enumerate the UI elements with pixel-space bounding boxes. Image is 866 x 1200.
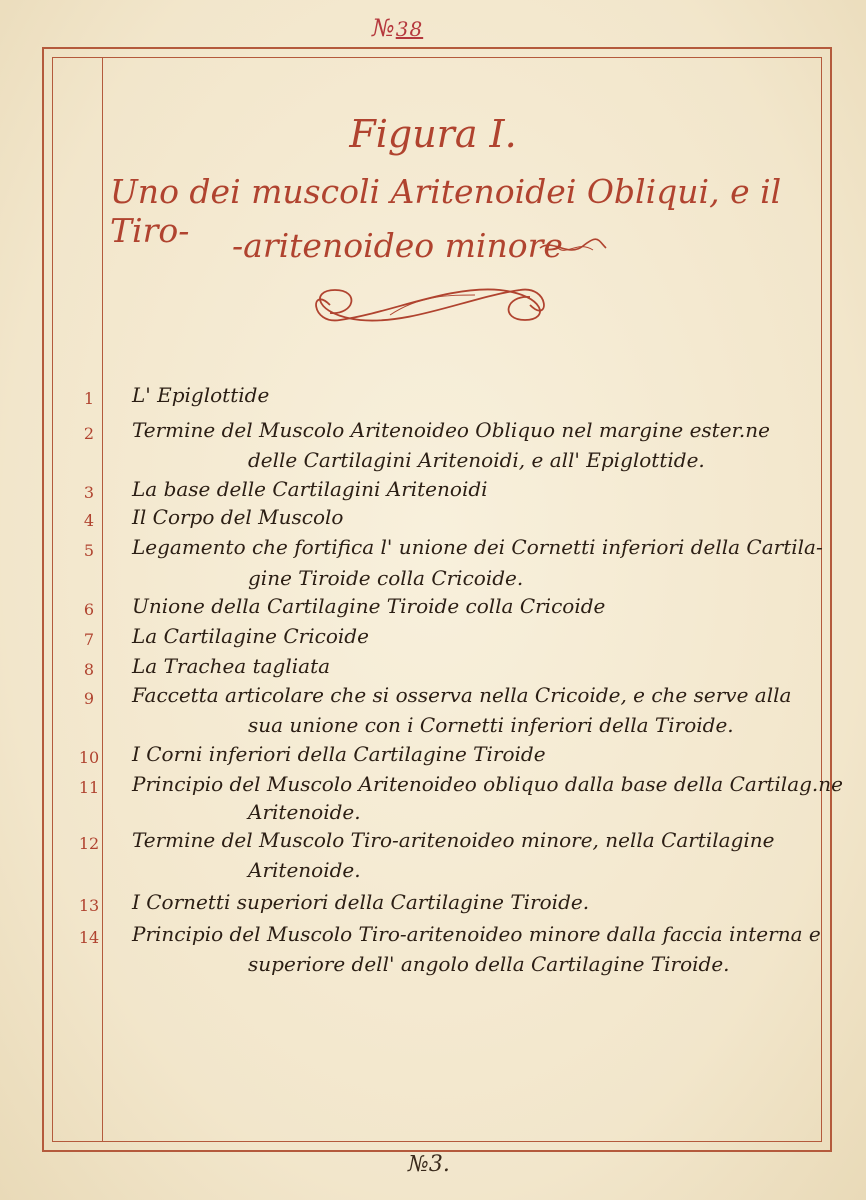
page-number-prefix: № [372,14,396,42]
figure-subtitle-line2: -aritenoideo minore [232,226,563,265]
entry-number: 10 [78,748,100,767]
entry-text: Principio del Muscolo Tiro-aritenoideo minore dalla faccia interna e [132,922,821,946]
figure-title: Figura I. [349,112,517,156]
entry-number: 1 [83,389,95,408]
entry-text: Termine del Muscolo Tiro-aritenoideo minore, nella Cartilagine [132,828,775,852]
entry-text: La Cartilagine Cricoide [132,624,369,648]
entry-number: 9 [83,689,95,708]
entry-text: Faccetta articolare che si osserva nella Cricoide, e che serve alla [132,683,792,707]
page-number-value: 38 [395,17,424,41]
entry-number: 13 [78,896,100,915]
entry-text-continuation: sua unione con i Cornetti inferiori della Tiroide. [248,713,734,737]
entry-text-continuation: superiore dell' angolo della Cartilagine Tiroide. [248,952,730,976]
entry-number: 11 [78,778,100,797]
entry-text: La base delle Cartilagini Aritenoidi [132,477,488,501]
entry-text: La Trachea tagliata [132,654,331,678]
entry-number: 2 [83,424,95,443]
entry-text: Termine del Muscolo Aritenoideo Obliquo nel margine ester.ne [132,418,770,442]
page-number-bottom: №3. [408,1152,450,1177]
entry-text: Il Corpo del Muscolo [132,505,344,529]
entry-text-continuation: Aritenoide. [248,858,361,882]
entry-number: 12 [78,834,100,853]
entry-text-continuation: gine Tiroide colla Cricoide. [248,566,524,590]
entry-text: I Corni inferiori della Cartilagine Tiroide [132,742,546,766]
page-number-top [372,14,423,42]
entry-text-continuation: Aritenoide. [248,800,361,824]
entry-text: Legamento che fortifica l' unione dei Cornetti inferiori della Cartila- [132,535,823,559]
entry-number: 8 [83,660,95,679]
entry-number: 5 [83,541,95,560]
entry-number: 14 [78,928,100,947]
entry-number: 3 [83,483,95,502]
entry-number: 7 [83,630,95,649]
entry-text: I Cornetti superiori della Cartilagine Tiroide. [132,890,590,914]
figure-subtitle-line1: Uno dei muscoli Aritenoidei Obliqui, e il Tiro- [110,172,782,250]
entry-text: Unione della Cartilagine Tiroide colla Cricoide [132,594,606,618]
entry-text-continuation: delle Cartilagini Aritenoidi, e all' Epiglottide. [248,448,705,472]
entry-text: Principio del Muscolo Aritenoideo obliquo dalla base della Cartilag.ne [132,772,844,796]
ornamental-flourish [300,275,560,335]
entry-number: 6 [83,600,95,619]
title-tail-flourish [538,236,608,258]
entry-text: L' Epiglottide [132,383,270,407]
entry-number: 4 [83,511,95,530]
